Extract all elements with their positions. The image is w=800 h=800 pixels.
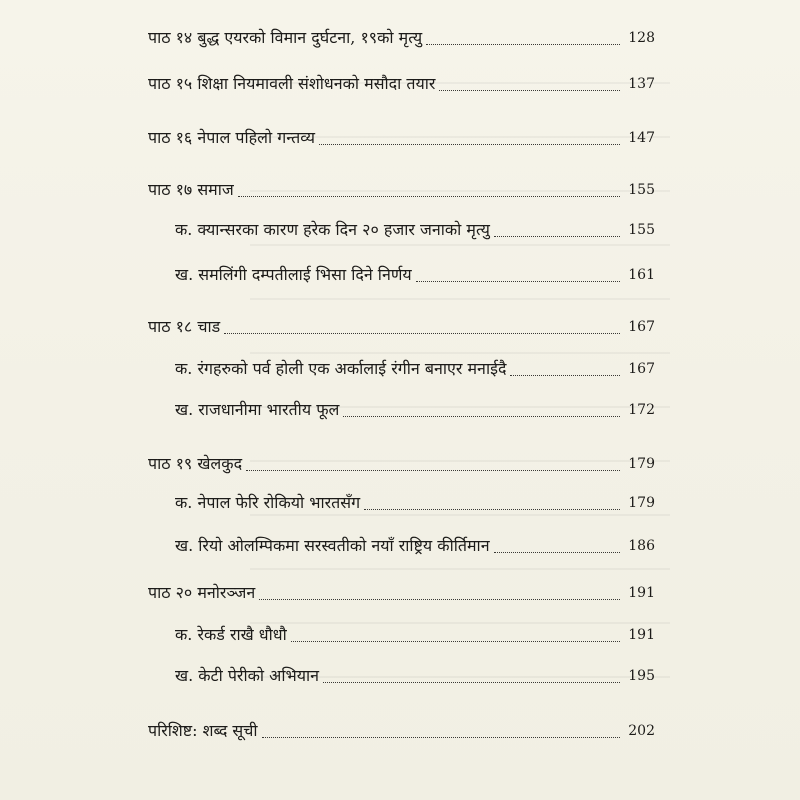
toc-entry-page: 202 xyxy=(628,723,655,739)
dot-leader xyxy=(291,641,620,642)
toc-entry-page: 147 xyxy=(628,130,655,146)
dot-leader xyxy=(494,236,620,237)
toc-entry-title: परिशिष्ट: शब्द सूची xyxy=(148,721,258,740)
toc-entry-page: 161 xyxy=(628,267,655,283)
toc-entry-lesson-18-b xyxy=(0,397,800,423)
toc-entry-title: पाठ १७ समाज xyxy=(148,180,234,199)
toc-entry-lesson-16 xyxy=(0,125,800,151)
toc-entry-title: क. नेपाल फेरि रोकियो भारतसँग xyxy=(175,493,361,512)
toc-entry-appendix xyxy=(0,718,800,744)
toc-entry-lesson-18 xyxy=(0,314,800,340)
dot-leader xyxy=(262,737,620,738)
toc-entry-page: 167 xyxy=(628,361,655,377)
toc-entry-page: 179 xyxy=(628,456,655,472)
toc-entry-title: पाठ १९ खेलकुद xyxy=(148,454,243,473)
toc-entry-page: 172 xyxy=(628,402,655,418)
toc-entry-title: ख. समलिंगी दम्पतीलाई भिसा दिने निर्णय xyxy=(175,265,412,284)
toc-entry-lesson-19 xyxy=(0,451,800,477)
toc-entry-page: 155 xyxy=(628,182,655,198)
toc-entry-lesson-20-b xyxy=(0,663,800,689)
toc-entry-page: 191 xyxy=(628,585,655,601)
dot-leader xyxy=(510,375,620,376)
toc-entry-lesson-17-b xyxy=(0,262,800,288)
toc-entry-title: क. रंगहरुको पर्व होली एक अर्कालाई रंगीन बनाएर मनाईदै xyxy=(175,359,507,378)
toc-entry-page: 167 xyxy=(628,319,655,335)
toc-entry-lesson-19-a xyxy=(0,490,800,516)
toc-entry-title: क. क्यान्सरका कारण हरेक दिन २० हजार जनाको मृत्यु xyxy=(175,220,490,239)
dot-leader xyxy=(343,416,620,417)
toc-entry-lesson-17-a xyxy=(0,217,800,243)
toc-entry-title: पाठ १४ बुद्ध एयरको विमान दुर्घटना, १९को मृत्यु xyxy=(148,28,423,47)
toc-entry-title: पाठ १५ शिक्षा नियमावली संशोधनको मसौदा तयार xyxy=(148,74,436,93)
toc-entry-page: 186 xyxy=(628,538,655,554)
toc-entry-lesson-19-b xyxy=(0,533,800,559)
toc-entry-page: 195 xyxy=(628,668,655,684)
toc-entry-title: ख. रियो ओलम्पिकमा सरस्वतीको नयाँ राष्ट्रिय कीर्तिमान xyxy=(175,536,490,555)
toc-entry-title: ख. राजधानीमा भारतीय फूल xyxy=(175,400,340,419)
toc-entry-lesson-17 xyxy=(0,177,800,203)
toc-entry-page: 137 xyxy=(628,76,655,92)
toc-entry-page: 191 xyxy=(628,627,655,643)
dot-leader xyxy=(238,196,620,197)
toc-entry-title: पाठ १६ नेपाल पहिलो गन्तव्य xyxy=(148,128,316,147)
dot-leader xyxy=(426,44,620,45)
dot-leader xyxy=(323,682,620,683)
dot-leader xyxy=(319,144,620,145)
toc-entry-lesson-20 xyxy=(0,580,800,606)
dot-leader xyxy=(246,470,620,471)
toc-entry-page: 179 xyxy=(628,495,655,511)
dot-leader xyxy=(224,333,620,334)
dot-leader xyxy=(416,281,620,282)
toc-entry-title: क. रेकर्ड राखै धौधौ xyxy=(175,625,287,644)
toc-entry-lesson-15 xyxy=(0,71,800,97)
toc-entry-page: 155 xyxy=(628,222,655,238)
toc-entry-lesson-14 xyxy=(0,25,800,51)
toc-entry-page: 128 xyxy=(628,30,655,46)
toc-entry-title: ख. केटी पेरीको अभियान xyxy=(175,666,320,685)
dot-leader xyxy=(494,552,620,553)
toc-entry-title: पाठ १८ चाड xyxy=(148,317,221,336)
dot-leader xyxy=(259,599,620,600)
dot-leader xyxy=(439,90,620,91)
dot-leader xyxy=(364,509,620,510)
toc-entry-lesson-20-a xyxy=(0,622,800,648)
toc-entry-title: पाठ २० मनोरञ्जन xyxy=(148,583,256,602)
toc-entry-lesson-18-a xyxy=(0,356,800,382)
